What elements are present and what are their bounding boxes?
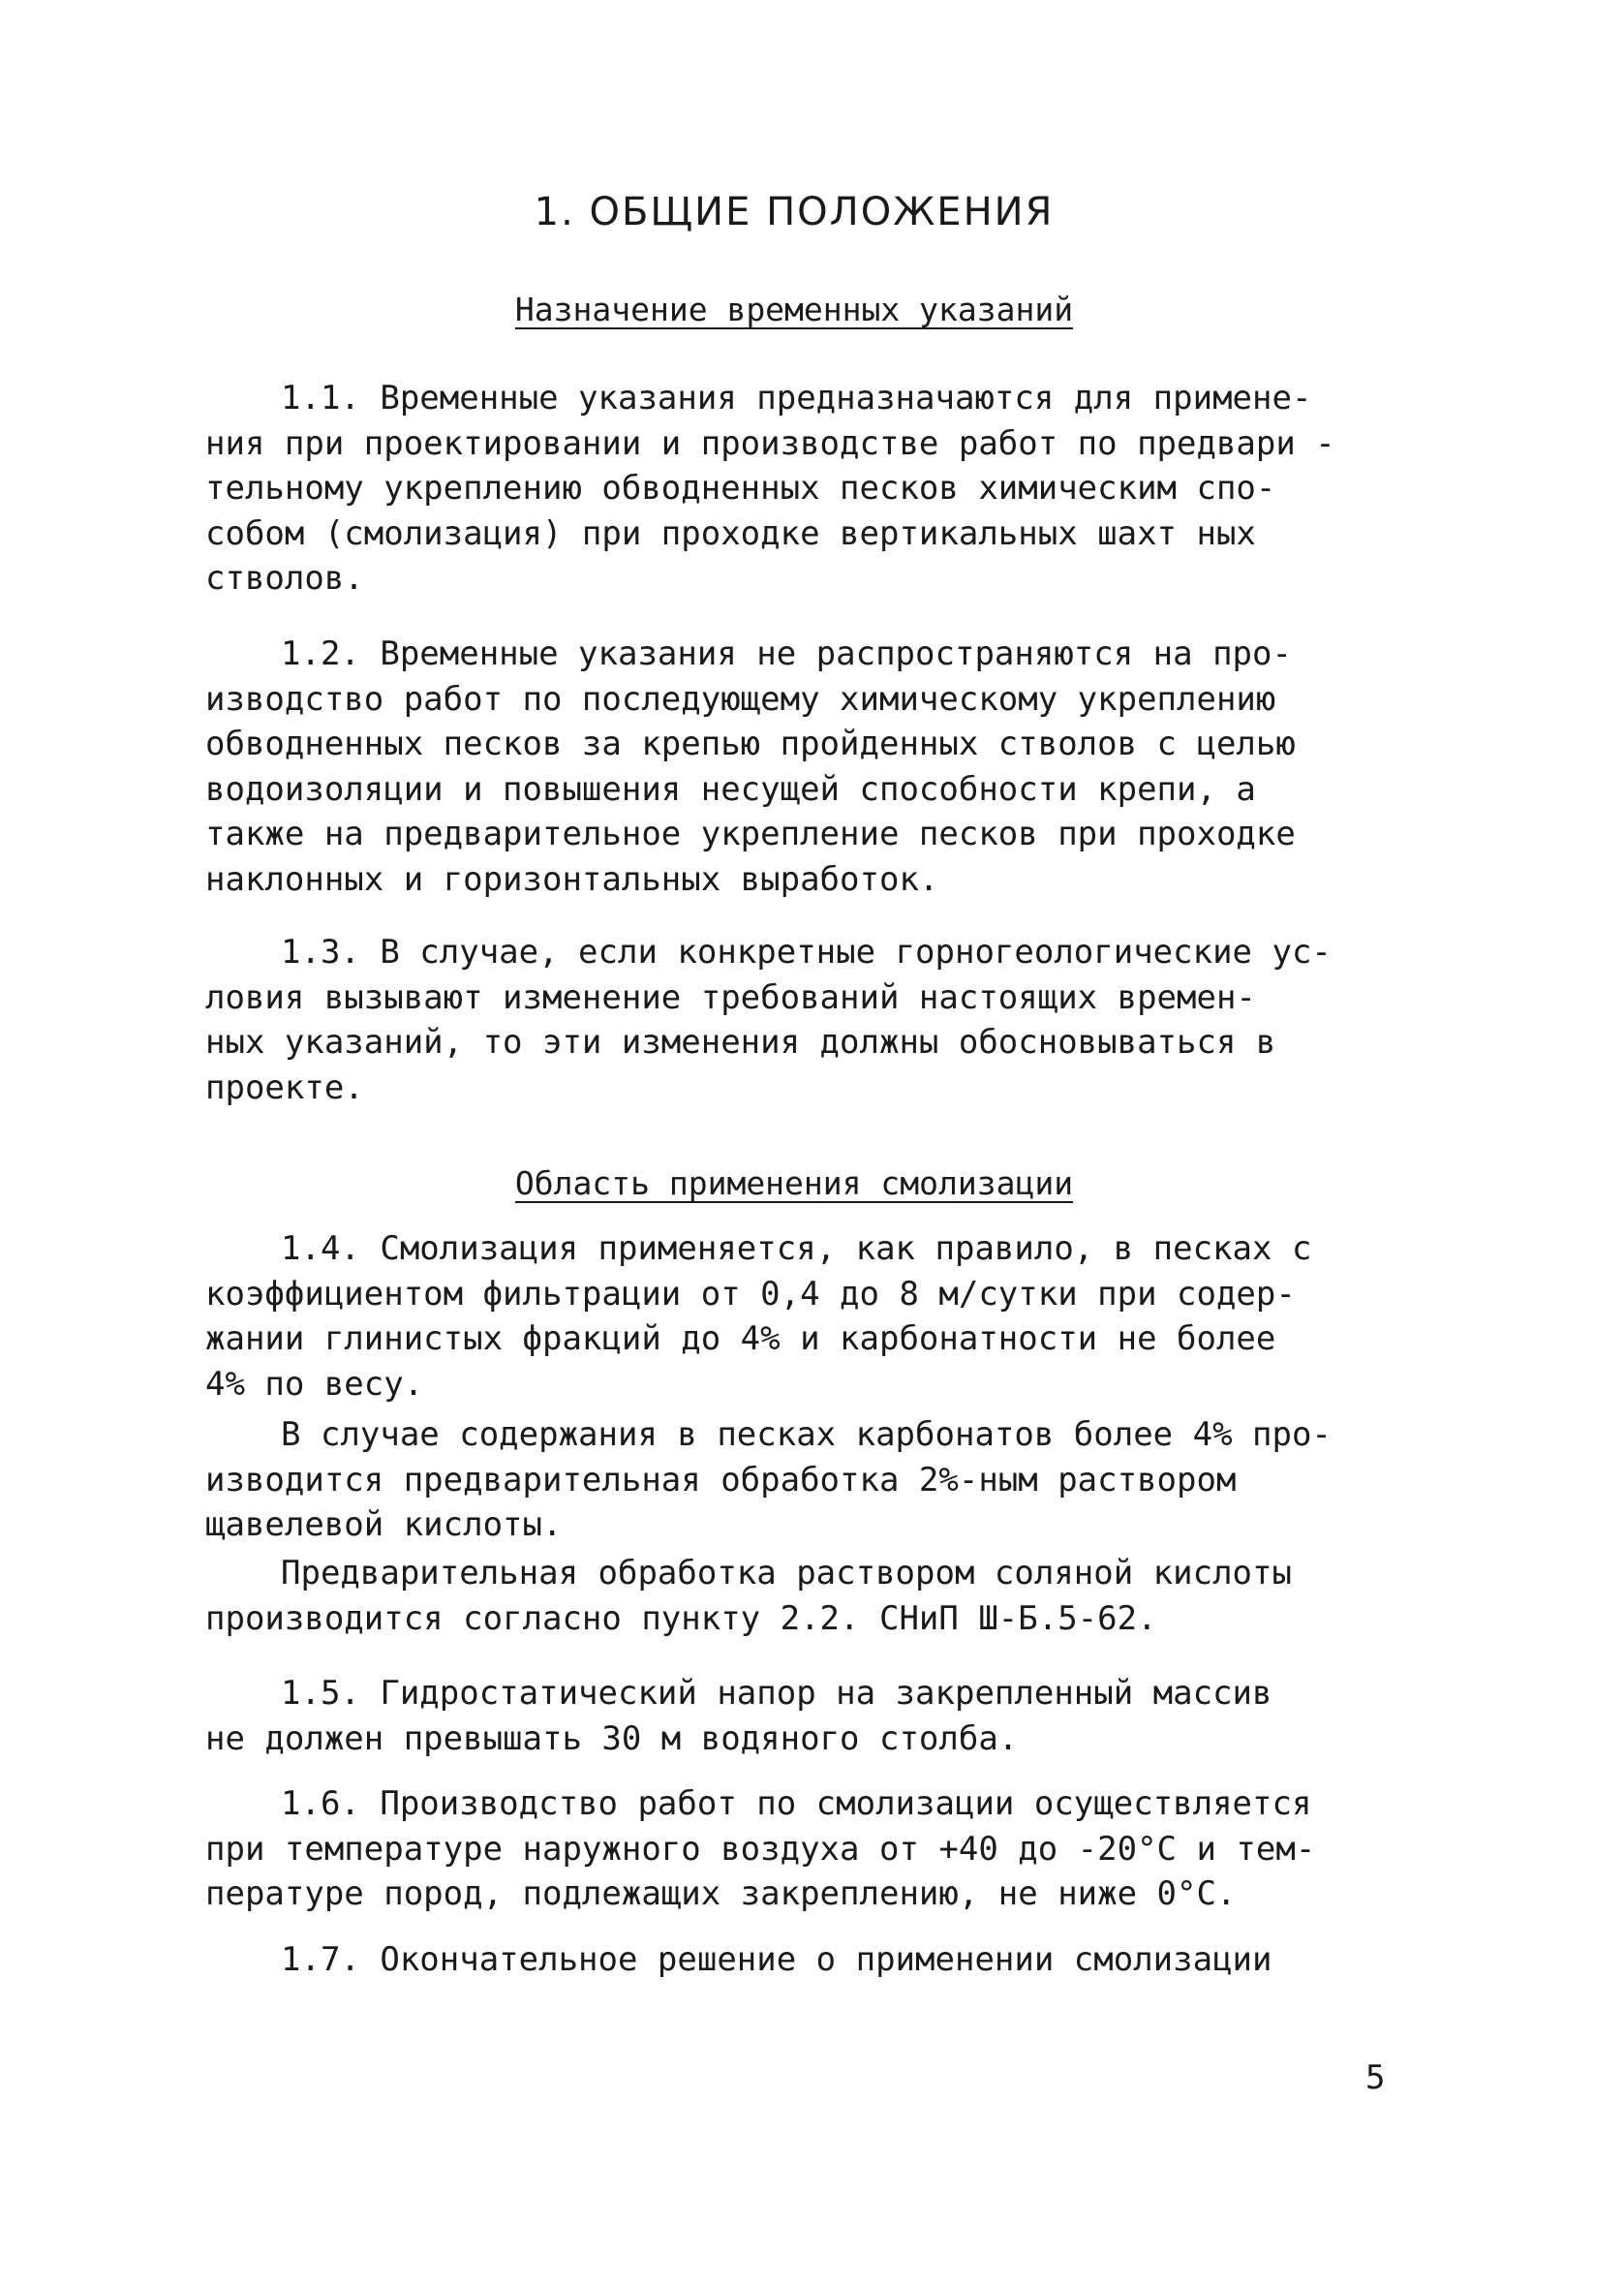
- paragraph-1-7: [205, 1937, 1447, 1983]
- text-line: наклонных и горизонтальных выработок.: [205, 859, 939, 899]
- text-line: обводненных песков за крепью пройденных стволов с целью: [205, 725, 1296, 763]
- page-title: 1. ОБЩИЕ ПОЛОЖЕНИЯ: [534, 190, 1055, 234]
- text-line: 1.7. Окончательное решение о применении смолизации: [281, 1940, 1272, 1979]
- text-line: стволов.: [205, 559, 364, 598]
- section-heading-scope-text: Область применения смолизации: [514, 1164, 1074, 1202]
- section-heading-scope: [0, 1164, 1588, 1202]
- text-line: Предварительная обработка раствором соляной кислоты: [281, 1554, 1292, 1592]
- paragraph-1-3: [205, 930, 1447, 1110]
- paragraph-1-1: [205, 376, 1447, 602]
- text-line: изводится предварительная обработка 2%-ным раствором: [205, 1460, 1237, 1500]
- text-line: ния при проектировании и производстве работ по предвари -: [205, 423, 1335, 463]
- text-line: 1.3. В случае, если конкретные горногеологические ус-: [281, 933, 1332, 972]
- text-line: производится согласно пункту 2.2. СНиП Ш-Б.5-62.: [205, 1598, 1157, 1638]
- paragraph-1-2: [205, 632, 1447, 902]
- paragraph-1-4-acid-treatment: [205, 1551, 1447, 1641]
- text-line: пературе пород, подлежащих закреплению, не ниже 0°С.: [205, 1874, 1237, 1913]
- text-line: коэффициентом фильтрации от 0,4 до 8 м/сутки при содер-: [205, 1274, 1296, 1314]
- text-line: 4% по весу.: [205, 1364, 424, 1404]
- text-line: 1.2. Временные указания не распространяются на про-: [281, 634, 1292, 673]
- section-heading-purpose-text: Назначение временных указаний: [514, 291, 1074, 328]
- text-line: тельному укреплению обводненных песков химическим спо-: [205, 469, 1276, 508]
- paragraph-1-5: [205, 1671, 1447, 1761]
- page-number: 5: [1365, 2058, 1386, 2097]
- text-line: также на предварительное укрепление песков при проходке: [205, 815, 1296, 853]
- section-heading-purpose: [0, 291, 1588, 328]
- text-line: 1.6. Производство работ по смолизации осуществляется: [281, 1784, 1312, 1823]
- text-line: ных указаний, то эти изменения должны обосновываться в: [205, 1023, 1276, 1062]
- text-line: 1.4. Смолизация применяется, как правило, в песках с: [281, 1229, 1312, 1268]
- text-line: не должен превышать 30 м водяного столба.: [205, 1718, 1019, 1758]
- text-line: ловия вызывают изменение требований настоящих времен-: [205, 977, 1256, 1017]
- text-line: 1.5. Гидростатический напор на закрепленный массив: [281, 1674, 1272, 1713]
- paragraph-1-6: [205, 1781, 1447, 1917]
- text-line: щавелевой кислоты.: [205, 1505, 563, 1544]
- paragraph-1-4-carbonates: [205, 1412, 1447, 1548]
- text-line: 1.1. Временные указания предназначаются для примене-: [281, 379, 1312, 417]
- text-line: жании глинистых фракций до 4% и карбонатности не более: [205, 1319, 1276, 1358]
- paragraph-1-4: [205, 1226, 1447, 1407]
- text-line: В случае содержания в песках карбонатов более 4% про-: [281, 1415, 1332, 1454]
- text-line: изводство работ по последующему химическому укреплению: [205, 679, 1276, 719]
- text-line: при температуре наружного воздуха от +40 до -20°С и тем-: [205, 1829, 1316, 1869]
- text-line: проекте.: [205, 1067, 364, 1107]
- text-line: собом (смолизация) при проходке вертикальных шахт ных: [205, 513, 1256, 553]
- text-line: водоизоляции и повышения несущей способности крепи, а: [205, 769, 1256, 809]
